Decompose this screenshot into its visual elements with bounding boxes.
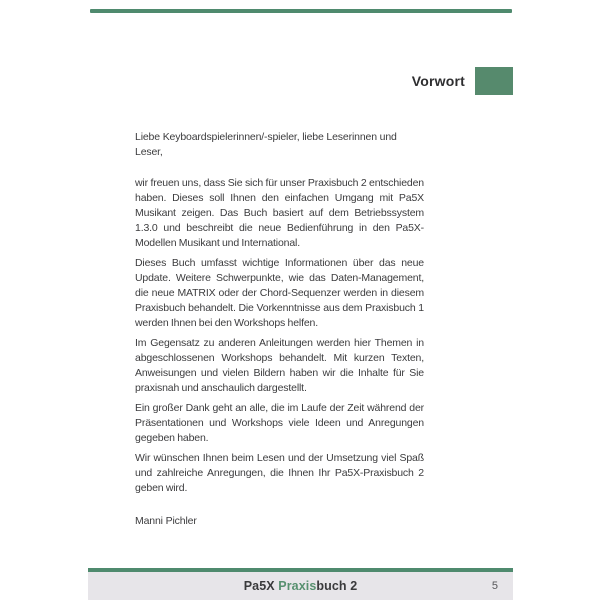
author-signature: Manni Pichler — [135, 515, 197, 527]
page-number: 5 — [491, 580, 498, 592]
footer-book-title-suffix: buch 2 — [316, 579, 358, 593]
footer-book-title-highlight: Praxis — [278, 579, 317, 593]
salutation-line: Liebe Keyboardspielerinnen/-spieler, liebe Leserinnen und Leser, — [135, 131, 397, 158]
footer-bar — [88, 572, 513, 600]
page-header — [88, 67, 513, 95]
footer-book-title — [244, 579, 358, 593]
body-paragraph: Im Gegensatz zu anderen Anleitungen werden hier Themen in abgeschlossenen Workshops behandelt. Mit kurzen Texten, Anweisungen und vielen Bildern haben wir die Inhalte für Sie praxisnah und anschaulich dargestellt. — [135, 337, 424, 394]
body-paragraph: wir freuen uns, dass Sie sich für unser Praxisbuch 2 entschieden haben. Dieses soll Ihnen den einfachen Umgang mit Pa5X Musikant zeigen. Das Buch basiert auf dem Betriebssystem 1.3.0 und beschreibt die neue Bedienführung in den Pa5X-Modellen Musikant und International. — [135, 177, 424, 249]
body-paragraph: Wir wünschen Ihnen beim Lesen und der Umsetzung viel Spaß und zahlreiche Anregungen, die Ihnen Ihr Pa5X-Praxisbuch 2 geben wird. — [135, 452, 424, 494]
page-footer — [88, 568, 513, 600]
header-rule — [90, 9, 512, 13]
body-text-column — [135, 130, 424, 529]
footer-book-title-prefix: Pa5X — [243, 579, 279, 593]
page-title: Vorwort — [411, 73, 465, 89]
body-paragraph: Ein großer Dank geht an alle, die im Laufe der Zeit während der Präsentationen und Workshops viele Ideen und Anregungen gegeben haben. — [135, 402, 424, 444]
chapter-color-tab — [475, 67, 513, 95]
body-paragraph: Dieses Buch umfasst wichtige Informationen über das neue Update. Weitere Schwerpunkte, wie das Daten-Management, die neue MATRIX oder der Chord-Sequenzer werden in diesem Praxisbuch behandelt. Die Vorkenntnisse aus dem Praxisbuch 1 werden Ihnen bei den Workshops helfen. — [135, 257, 424, 329]
